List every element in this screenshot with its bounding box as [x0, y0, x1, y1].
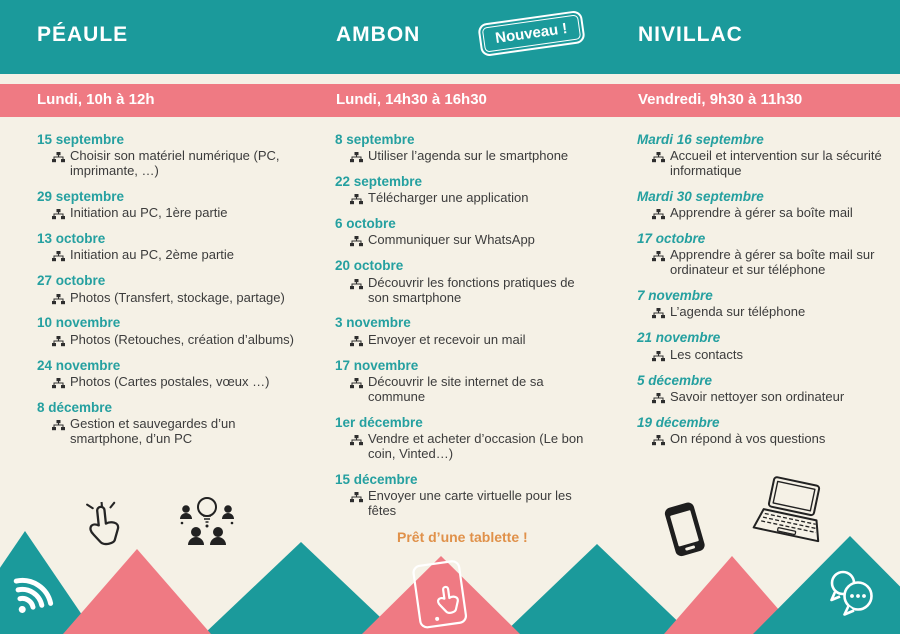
entry-date: 22 septembre [335, 174, 423, 190]
nouveau-stamp [477, 10, 585, 57]
entry-activity: Accueil et intervention sur la sécurité informatique [670, 148, 882, 179]
sitemap-bullet-icon [350, 152, 363, 163]
entry-activity: Vendre et acheter d’occasion (Le bon coin, Vinted…) [368, 430, 584, 461]
schedule-entry [37, 189, 315, 221]
sitemap-bullet-icon [652, 251, 665, 262]
entry-date: 17 novembre [335, 357, 419, 373]
entry-date: 8 septembre [335, 132, 415, 147]
sitemap-bullet-icon [52, 378, 65, 389]
entry-activity: Découvrir le site internet de sa commune [368, 373, 544, 404]
entry-activity: Découvrir les fonctions pratiques de son smartphone [368, 274, 575, 305]
city-nivillac: NIVILLAC [638, 23, 743, 46]
schedule-entry [637, 288, 889, 320]
entry-date: 15 décembre [335, 471, 418, 487]
sitemap-bullet-icon [52, 420, 65, 431]
sitemap-bullet-icon [52, 152, 65, 163]
schedule-entry [335, 132, 617, 164]
schedule-entry [335, 315, 617, 347]
entry-activity: Apprendre à gérer sa boîte mail [670, 205, 853, 221]
entry-date: 10 novembre [37, 315, 121, 331]
schedule-entry [335, 415, 617, 462]
sitemap-bullet-icon [52, 251, 65, 262]
time-ambon: Lundi, 14h30 à 16h30 [336, 91, 487, 108]
chat-bubbles-icon [826, 568, 878, 616]
tablet-hand-icon [409, 556, 474, 634]
schedule-entry [37, 358, 315, 390]
schedule-entry [335, 358, 617, 405]
entry-date: 29 septembre [37, 189, 125, 205]
entry-date: 8 décembre [37, 399, 113, 415]
sitemap-bullet-icon [350, 194, 363, 205]
entry-date: 15 septembre [37, 132, 125, 147]
sitemap-bullet-icon [350, 236, 363, 247]
entry-date: 27 octobre [37, 273, 106, 289]
header-bar [0, 0, 900, 74]
entry-activity: Photos (Transfert, stockage, partage) [70, 289, 285, 305]
time-peaule: Lundi, 10h à 12h [37, 91, 155, 108]
nouveau-stamp-label: Nouveau ! [482, 14, 581, 52]
sitemap-bullet-icon [52, 209, 65, 220]
schedule-time-bar [0, 84, 900, 117]
entry-date: 5 décembre [637, 372, 713, 388]
wifi-icon [8, 568, 60, 620]
entry-date: 1er décembre [335, 414, 423, 430]
schedule-entry [335, 258, 617, 305]
schedule-entry [335, 216, 617, 248]
city-peaule: PÉAULE [37, 23, 129, 46]
entry-activity: Photos (Cartes postales, vœux …) [70, 373, 270, 389]
city-ambon: AMBON [336, 23, 421, 46]
sitemap-bullet-icon [652, 435, 665, 446]
schedule-entry [637, 189, 889, 221]
team-idea-icon [176, 492, 238, 556]
schedule-entry [37, 315, 315, 347]
sitemap-bullet-icon [652, 152, 665, 163]
entry-date: 24 novembre [37, 357, 121, 373]
entry-activity: Choisir son matériel numérique (PC, imprimante, …) [70, 148, 280, 179]
sitemap-bullet-icon [350, 435, 363, 446]
sitemap-bullet-icon [350, 378, 363, 389]
entry-date: 13 octobre [37, 231, 106, 247]
entry-activity: Apprendre à gérer sa boîte mail sur ordinateur et sur téléphone [670, 247, 875, 278]
entry-date: 17 octobre [637, 231, 706, 247]
entry-date: Mardi 30 septembre [637, 189, 764, 205]
entry-date: 3 novembre [335, 315, 411, 331]
entry-activity: Gestion et sauvegardes d’un smartphone, d’un PC [70, 415, 236, 446]
entry-date: 7 novembre [637, 288, 713, 304]
entry-activity: Les contacts [670, 346, 743, 362]
sitemap-bullet-icon [52, 336, 65, 347]
schedule-entry [637, 373, 889, 405]
entry-activity: Initiation au PC, 1ère partie [70, 205, 228, 221]
schedule-entry [637, 415, 889, 447]
schedule-entry [37, 400, 315, 447]
sitemap-bullet-icon [652, 351, 665, 362]
entry-date: 20 octobre [335, 258, 404, 274]
column-peaule [37, 132, 315, 457]
sitemap-bullet-icon [52, 294, 65, 305]
schedule-entry [37, 273, 315, 305]
sitemap-bullet-icon [350, 336, 363, 347]
entries-ambon [335, 132, 617, 519]
entry-date: Mardi 16 septembre [637, 132, 764, 147]
entry-activity: L’agenda sur téléphone [670, 304, 806, 320]
entry-activity: On répond à vos questions [670, 430, 826, 446]
entry-date: 19 décembre [637, 414, 720, 430]
schedule-entry [637, 330, 889, 362]
entry-activity: Communiquer sur WhatsApp [368, 232, 535, 248]
tap-click-icon [80, 500, 127, 552]
entry-activity: Envoyer une carte virtuelle pour les fêtes [368, 487, 572, 518]
entry-date: 6 octobre [335, 216, 396, 232]
entries-peaule [37, 132, 315, 447]
time-nivillac: Vendredi, 9h30 à 11h30 [638, 91, 803, 108]
schedule-entry [37, 231, 315, 263]
entry-activity: Initiation au PC, 2ème partie [70, 247, 235, 263]
schedule-entry [637, 231, 889, 278]
sitemap-bullet-icon [652, 209, 665, 220]
tablet-loan-note: Prêt d’une tablette ! [397, 528, 528, 545]
schedule-entry [37, 132, 315, 179]
sitemap-bullet-icon [652, 308, 665, 319]
sitemap-bullet-icon [350, 279, 363, 290]
schedule-entry [335, 174, 617, 206]
entry-activity: Télécharger une application [368, 190, 529, 206]
entry-activity: Photos (Retouches, création d’albums) [70, 331, 295, 347]
column-nivillac [637, 132, 889, 457]
sitemap-bullet-icon [652, 393, 665, 404]
entries-nivillac [637, 132, 889, 447]
entry-activity: Envoyer et recevoir un mail [368, 331, 526, 347]
entry-date: 21 novembre [637, 330, 721, 346]
entry-activity: Savoir nettoyer son ordinateur [670, 388, 845, 404]
entry-activity: Utiliser l’agenda sur le smartphone [368, 148, 569, 164]
schedule-entry [637, 132, 889, 179]
